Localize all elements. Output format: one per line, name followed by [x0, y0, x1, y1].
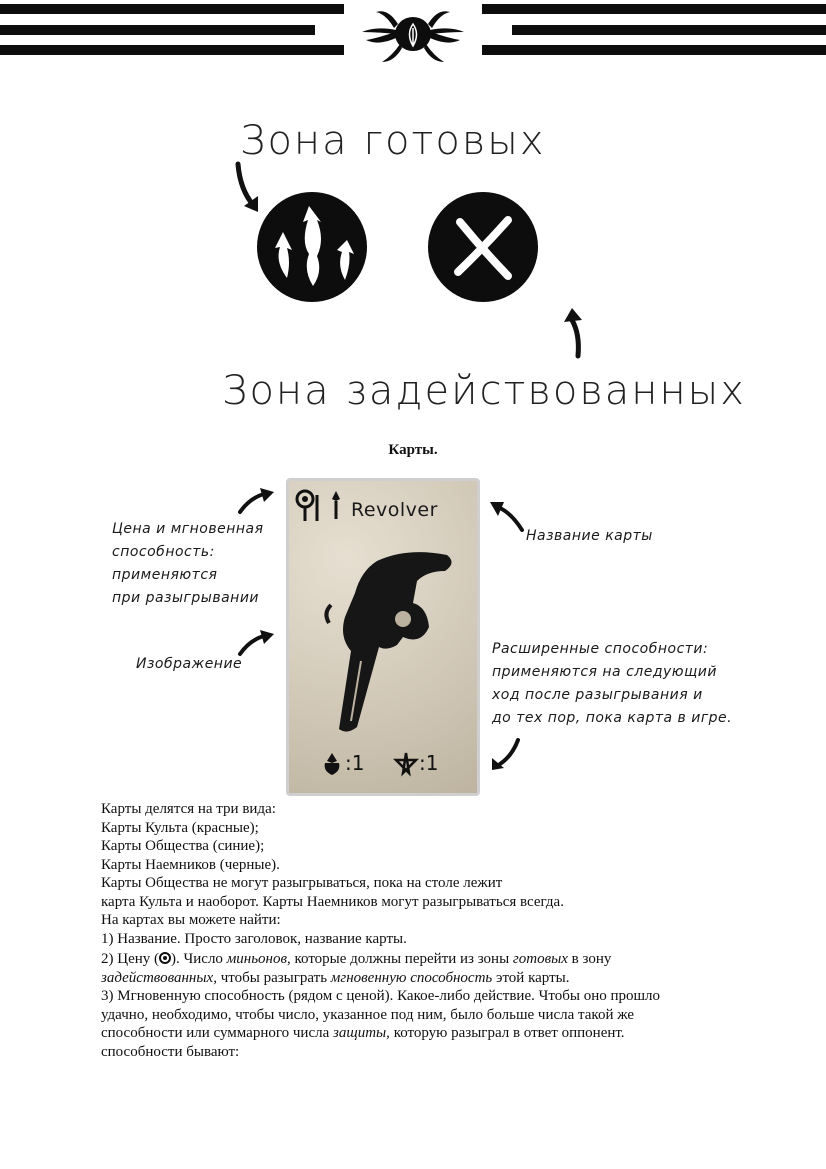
text-span: 2) Цену (: [101, 951, 160, 967]
text-span: ). Число: [171, 951, 227, 967]
rules-line: карта Культа и наоборот. Карты Наемников могут разыгрываться всегда.: [101, 893, 564, 910]
text-span: задействованных: [101, 969, 214, 986]
header-bar: [0, 25, 315, 35]
extended-ability-annotation: [492, 638, 732, 730]
text-span: которую разыграл в ответ оппонент.: [389, 1025, 625, 1041]
text-span: способности или суммарного числа: [101, 1025, 334, 1041]
text-span: защиты,: [333, 1025, 390, 1041]
text-span: миньонов: [226, 951, 287, 967]
rules-line: Карты Культа (красные);: [101, 819, 259, 836]
arrow-right-up-icon: [236, 628, 276, 658]
ready-zone-label: Зона готовых: [240, 118, 546, 164]
header-bar: [482, 4, 826, 14]
arrow-up-icon: [560, 304, 596, 364]
header-bar: [482, 45, 826, 55]
header-bar: [0, 45, 344, 55]
arrow-left-up-icon: [488, 500, 528, 534]
cross-icon: [428, 192, 538, 302]
annotation-line: при разыгрывании: [112, 590, 260, 606]
card-name-annotation: Название карты: [526, 528, 653, 544]
arrow-right-up-icon: [236, 486, 276, 516]
text-span: , которые должны перейти из зоны: [286, 951, 513, 967]
rules-line: Карты Общества не могут разыгрываться, пока на столе лежит: [101, 875, 503, 891]
rising-arrows-icon: [257, 192, 367, 302]
text-span: этой карты.: [492, 969, 570, 986]
cost-ability-annotation: [112, 518, 264, 610]
rules-line: Карты Общества (синие);: [101, 838, 265, 854]
annotation-line: до тех пор, пока карта в игре.: [492, 710, 733, 726]
defense-icon: [321, 751, 343, 777]
rules-line: удачно, необходимо, чтобы число, указанное под ним, было больше числа такой же: [101, 1006, 635, 1023]
header-bar: [0, 4, 344, 14]
pentagram-icon: [393, 751, 419, 777]
spiral-icon: [159, 952, 171, 964]
text-span: , чтобы разыграть: [213, 969, 331, 986]
rules-line: На картах вы можете найти:: [101, 912, 281, 928]
annotation-line: Расширенные способности:: [492, 641, 709, 657]
annotation-line: применяются на следующий: [492, 664, 717, 680]
rules-line: Карты делятся на три вида:: [101, 801, 276, 817]
rules-line: 3) Мгновенную способность (рядом с ценой). Какое-либо действие. Чтобы оно прошло: [101, 988, 661, 1004]
rules-text: [101, 800, 741, 1061]
rules-line: способности бывают:: [101, 1043, 240, 1060]
rules-paragraph-cost: [101, 950, 741, 987]
text-span: мгновенную способность: [330, 969, 493, 986]
annotation-line: способность:: [112, 544, 215, 560]
used-zone-label: Зона задействованных: [222, 368, 746, 414]
annotation-line: применяются: [112, 567, 218, 583]
annotation-line: ход после разыгрывания и: [492, 687, 703, 703]
card-example: [286, 478, 480, 796]
header-bar: [512, 25, 826, 35]
revolver-icon: [317, 541, 467, 741]
card-name: Revolver: [351, 499, 438, 521]
ability-icon: [327, 487, 345, 523]
image-annotation: Изображение: [136, 656, 243, 672]
card-stat-2: :1: [419, 751, 439, 775]
ready-zone-circle: [257, 192, 367, 302]
used-zone-circle: [428, 192, 538, 302]
section-title: Карты.: [388, 442, 438, 458]
rules-line: 1) Название. Просто заголовок, название карты.: [101, 930, 407, 947]
arrow-left-down-icon: [488, 736, 524, 772]
card-stat-1: :1: [345, 751, 365, 775]
spiral-icon: [295, 489, 323, 523]
rules-paragraph-defense: [101, 1024, 741, 1043]
text-span: в зону: [567, 951, 612, 967]
rules-line: Карты Наемников (черные).: [101, 856, 280, 873]
sun-leaf-emblem-icon: [358, 2, 468, 66]
text-span: готовых: [512, 951, 568, 967]
annotation-line: Цена и мгновенная: [112, 521, 264, 537]
